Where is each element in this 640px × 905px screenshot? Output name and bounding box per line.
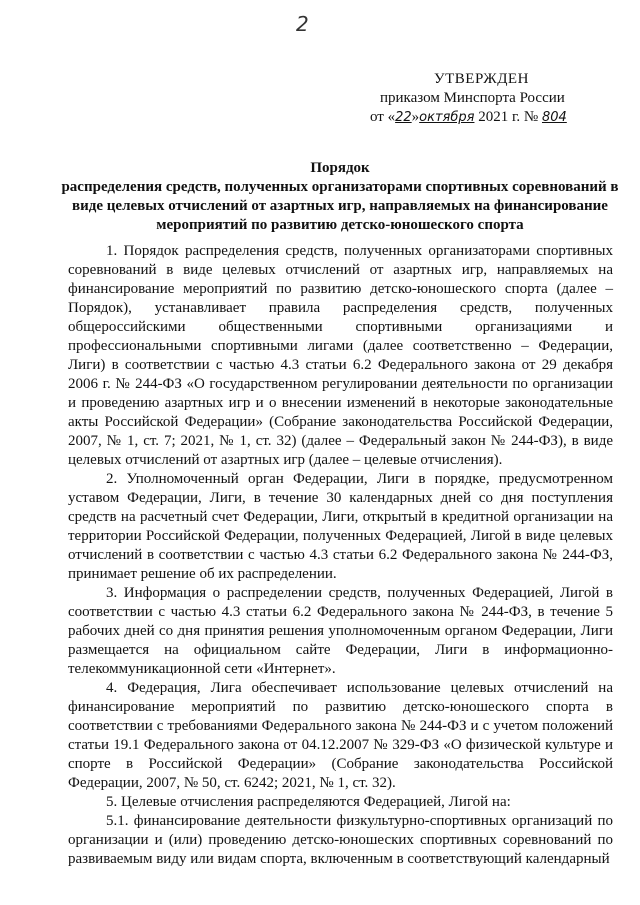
document-title [60, 159, 620, 235]
date-day-handwritten: 22 [395, 110, 412, 125]
approval-date-line [360, 108, 600, 127]
approval-order-text: приказом Минспорта России [380, 90, 565, 106]
order-number-handwritten: 804 [541, 110, 567, 125]
paragraph-2: 2. Уполномоченный орган Федерации, Лиги в порядке, предусмотренном уставом Федерации, Лиги, в течение 30 календарных дней со дня поступления средств на расчетный счет Федерации, Лиги, открытый в кредитной организации на территории Российской Федерации, полученных Федерацией, Лигой в виде целевых отчислений в соответствии с частью 4.3 статьи 6.2 Федерального закона № 244-ФЗ, принимает решение об их распределении. [68, 471, 613, 582]
approval-heading: УТВЕРЖДЕН [434, 71, 529, 87]
date-year-text: 2021 г. № [478, 109, 539, 125]
paragraph-4: 4. Федерация, Лига обеспечивает использование целевых отчислений на финансирование мероприятий по развитию детско-юношеского спорта в соответствии с требованиями Федерального закона № 244-ФЗ и с учетом положений статьи 19.1 Федерального закона от 04.12.2007 № 329-ФЗ «О физической культуре и спорте в Российской Федерации» (Собрание законодательства Российской Федерации, 2007, № 50, ст. 6242; 2021, № 1, ст. 32). [68, 680, 613, 791]
document-body [68, 242, 613, 869]
approval-block [360, 70, 600, 127]
paragraph-5: 5. Целевые отчисления распределяются Федерацией, Лигой на: [106, 794, 511, 810]
title-line-2: распределения средств, полученных организаторами спортивных соревнований в виде целевых отчислений от азартных игр, направляемых на финансирование мероприятий по развитию детско-юношеского спорта [61, 179, 619, 233]
date-month-handwritten: октября [419, 110, 475, 125]
date-prefix: от « [370, 109, 396, 125]
paragraph-3: 3. Информация о распределении средств, полученных Федерацией, Лигой в соответствии с частью 4.3 статьи 6.2 Федерального закона № 244-ФЗ, в течение 5 рабочих дней со дня принятия решения уполномоченным органом Федерации, Лиги размещается на официальном сайте Федерации, Лиги в информационно-телекоммуникационной сети «Интернет». [68, 585, 613, 677]
paragraph-5-1: 5.1. финансирование деятельности физкультурно-спортивных организаций по организации и (или) проведению детско-юношеских спортивных соревнований по развиваемым виду или видам спорта, включенным в соответствующий календарный [68, 813, 613, 867]
paragraph-1: 1. Порядок распределения средств, полученных организаторами спортивных соревнований в виде целевых отчислений от азартных игр, направляемых на финансирование мероприятий по развитию детско-юношеского спорта (далее – Порядок), устанавливает правила распределения средств, полученных общероссийскими общественными спортивными организациями и профессиональными спортивными лигами (далее соответственно – Федерации, Лиги) в соответствии с частью 4.3 статьи 6.2 Федерального закона от 29 декабря 2006 г. № 244-ФЗ «О государственном регулировании деятельности по организации и проведению азартных игр и о внесении изменений в некоторые законодательные акты Российской Федерации» (Собрание законодательства Российской Федерации, 2007, № 1, ст. 7; 2021, № 1, ст. 32) (далее – Федеральный закон № 244-ФЗ), в виде целевых отчислений от азартных игр (далее – целевые отчисления). [68, 243, 613, 468]
date-separator: » [411, 109, 420, 125]
page-number: 2 [296, 12, 309, 36]
title-line-1: Порядок [310, 160, 370, 176]
